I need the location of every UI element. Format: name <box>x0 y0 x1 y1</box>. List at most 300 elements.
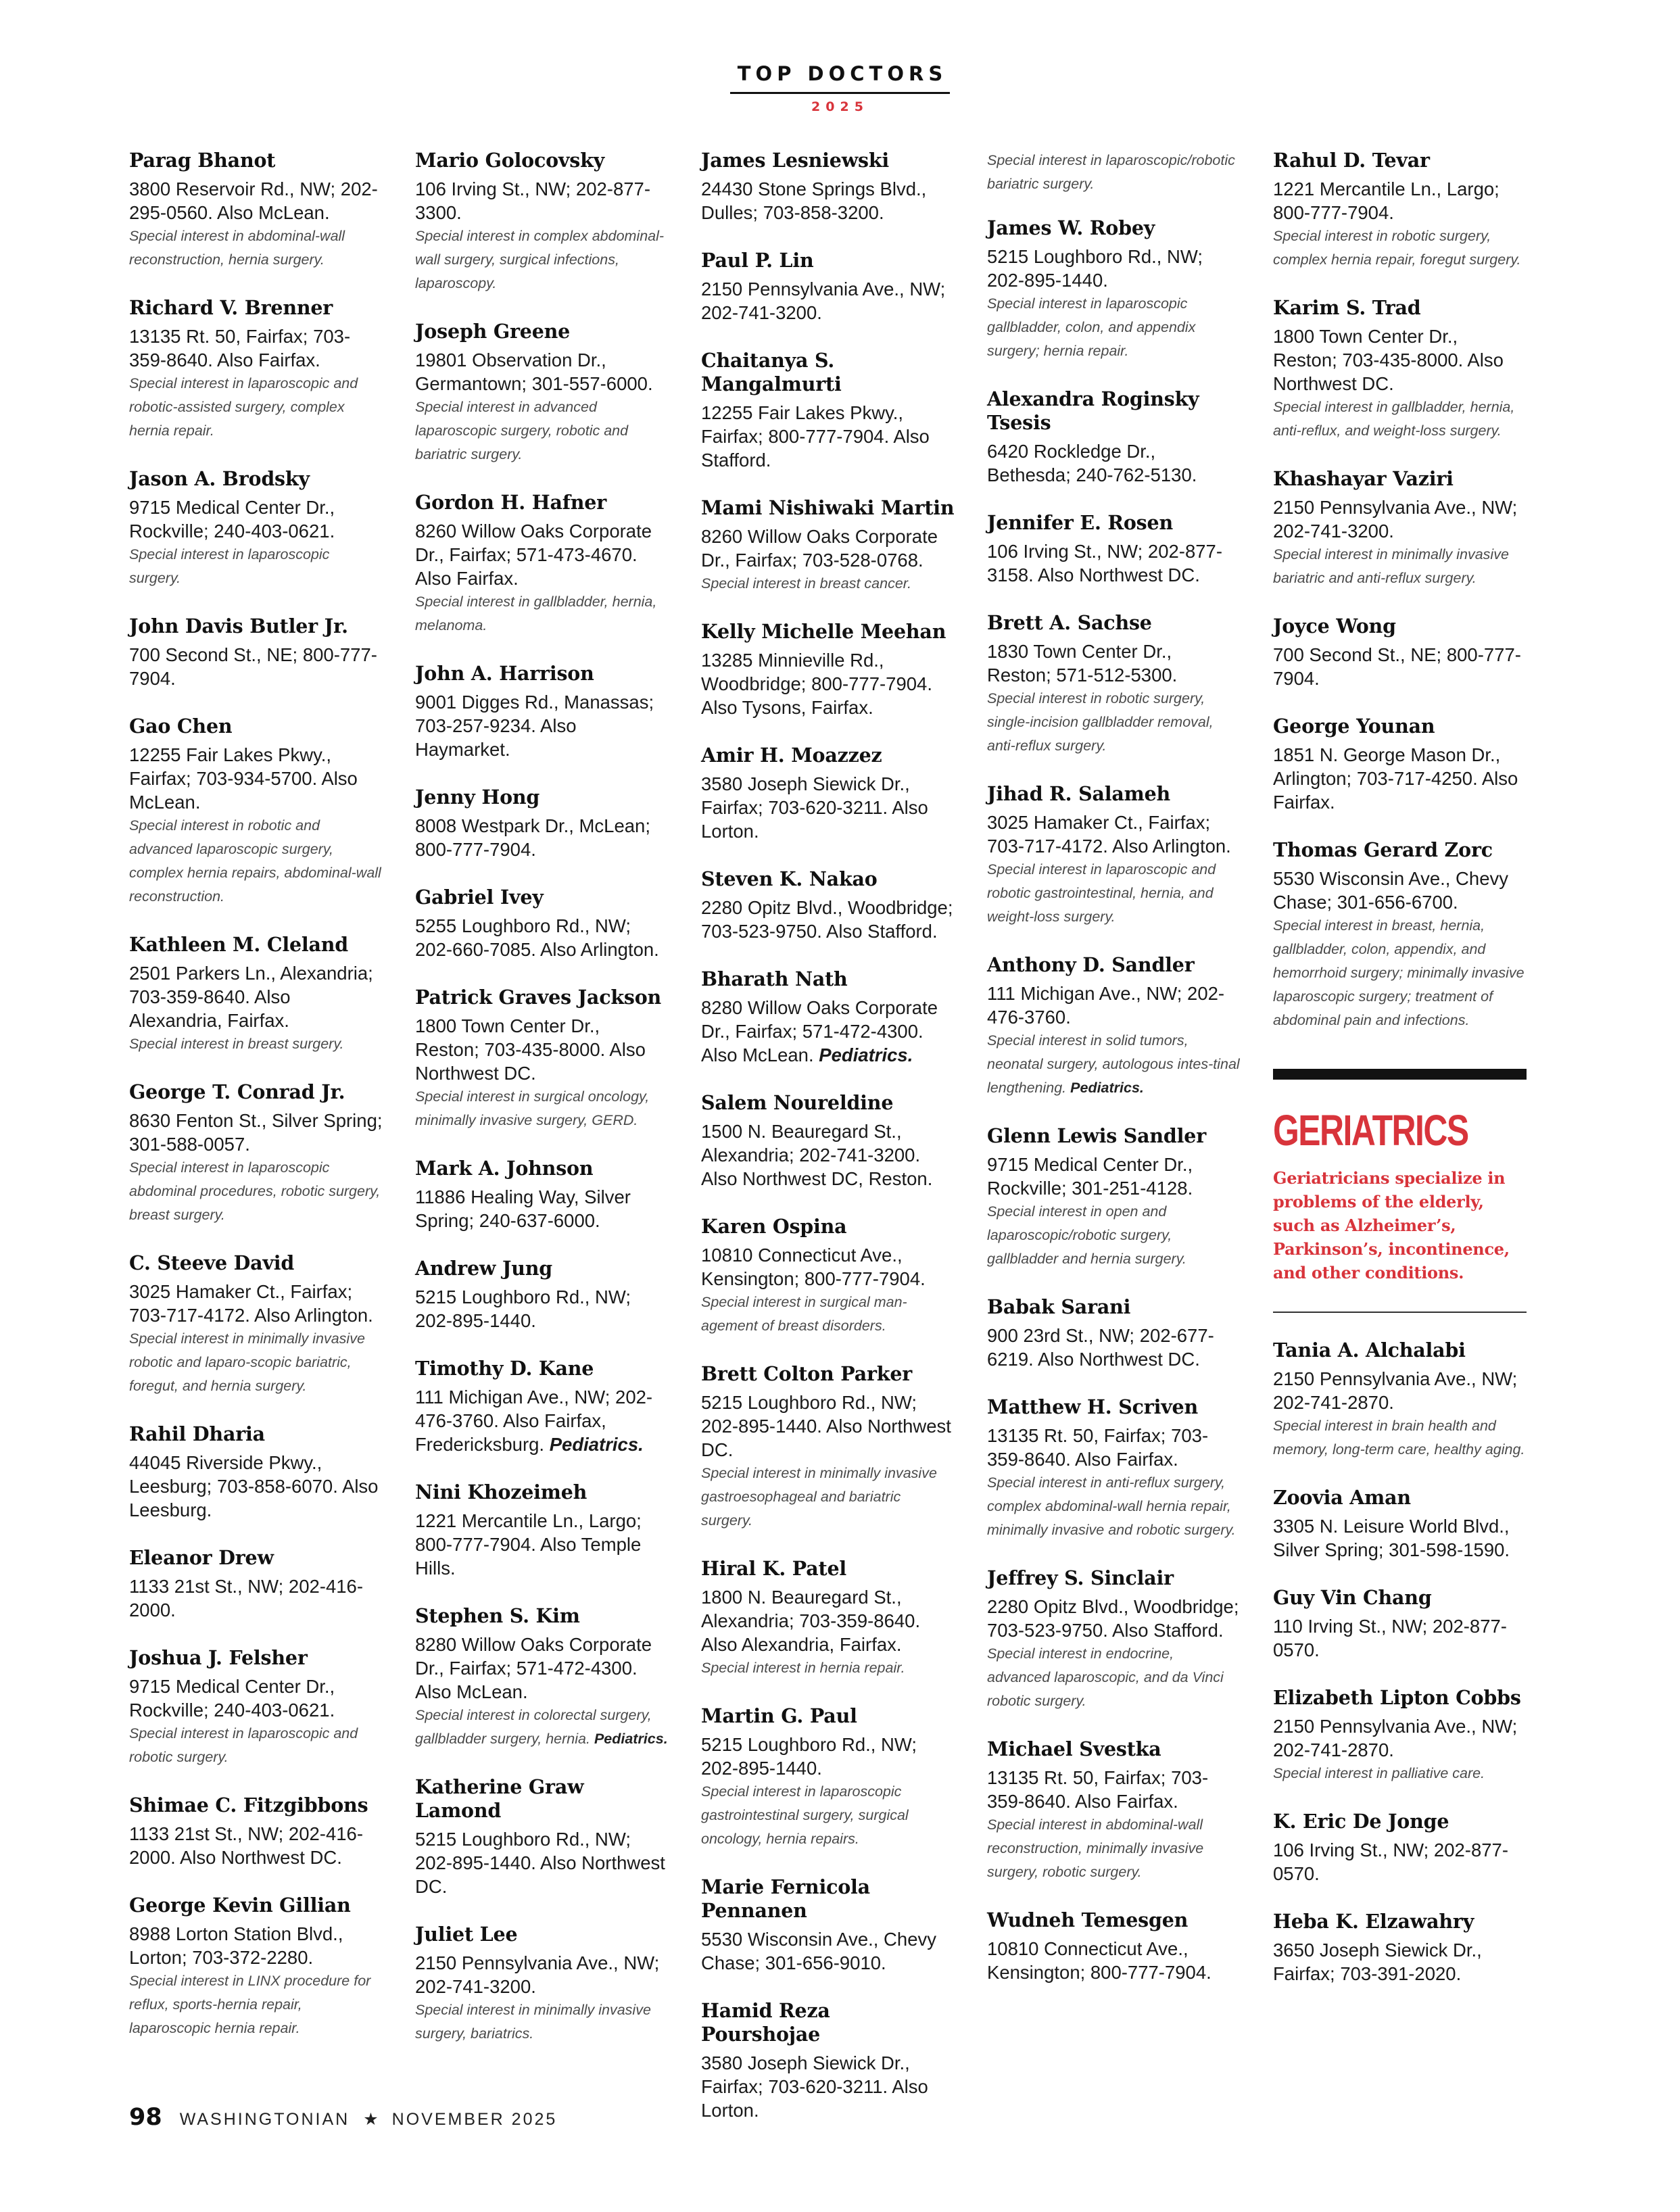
doctor-name: John A. Harrison <box>415 662 594 685</box>
doctor-name: Babak Sarani <box>987 1295 1131 1318</box>
doctor-specialty-note <box>129 543 383 590</box>
doctor-address-text: 8280 Willow Oaks Corporate Dr., Fairfax; 571-472-4300. Also McLean. <box>415 1634 652 1702</box>
doctor-entry <box>1273 1910 1527 1986</box>
doctor-specialty-text: Special interest in laparoscopic/robotic bariatric surgery. <box>987 152 1235 192</box>
doctor-name: Gabriel Ivey <box>415 886 544 909</box>
doctor-address-text: 106 Irving St., NW; 202-877-3300. <box>415 178 650 223</box>
doctor-specialty-text: Special interest in laparoscopic and robotic surgery. <box>129 1725 358 1765</box>
doctor-address <box>701 1243 955 1291</box>
doctor-entry <box>701 249 955 324</box>
doctor-name: Gordon H. Hafner <box>415 491 607 514</box>
doctor-entry <box>129 1251 383 1398</box>
doctor-address-text: 106 Irving St., NW; 202-877-0570. <box>1273 1840 1508 1884</box>
doctor-address-text: 5215 Loughboro Rd., NW; 202-895-1440. Also Northwest DC. <box>701 1392 951 1460</box>
doctor-name: Michael Svestka <box>987 1737 1161 1760</box>
doctor-address <box>701 772 955 843</box>
doctor-address <box>1273 177 1527 224</box>
doctor-address-text: 10810 Connecticut Ave., Kensington; 800-777-7904. <box>701 1245 926 1289</box>
column-5 <box>1273 149 1527 2010</box>
doctor-name: Timothy D. Kane <box>415 1357 594 1380</box>
doctor-address-text: 2150 Pennsylvania Ave., NW; 202-741-2870. <box>1273 1368 1518 1413</box>
doctor-entry <box>415 986 669 1132</box>
pediatrics-label: Pediatrics. <box>819 1044 913 1065</box>
doctor-entry <box>129 1080 383 1227</box>
doctor-address <box>987 1766 1241 1813</box>
doctor-address <box>701 1120 955 1191</box>
doctor-address <box>987 245 1241 292</box>
doctor-name: Anthony D. Sandler <box>987 953 1195 976</box>
doctor-address <box>129 1822 383 1869</box>
doctor-entry <box>701 149 955 224</box>
doctor-specialty-note <box>129 1327 383 1398</box>
doctor-specialty-note <box>129 814 383 909</box>
doctor-address-text: 13135 Rt. 50, Fairfax; 703-359-8640. Also Fairfax. <box>987 1425 1209 1470</box>
doctor-name: Joyce Wong <box>1273 615 1396 638</box>
doctor-entry <box>1273 1686 1527 1785</box>
doctor-specialty-note <box>987 1471 1241 1542</box>
doctor-address-text: 3650 Joseph Siewick Dr., Fairfax; 703-391-2020. <box>1273 1940 1482 1984</box>
section-title: TOP DOCTORS <box>730 62 950 94</box>
doctor-entry <box>415 491 669 638</box>
doctor-specialty-note <box>129 224 383 272</box>
doctor-address-text: 2150 Pennsylvania Ave., NW; 202-741-3200. <box>415 1952 660 1997</box>
doctor-specialty-note <box>987 1029 1241 1100</box>
doctor-entry <box>415 1157 669 1232</box>
doctor-specialty-text: Special interest in gallbladder, hernia, melanoma. <box>415 594 657 633</box>
doctor-address-text: 1133 21st St., NW; 202-416-2000. Also Northwest DC. <box>129 1823 363 1868</box>
doctor-address <box>987 539 1241 587</box>
doctor-name: Tania A. Alchalabi <box>1273 1339 1466 1362</box>
doctor-address <box>415 348 669 395</box>
doctor-entry <box>1273 467 1527 590</box>
doctor-entry <box>129 149 383 272</box>
doctor-address <box>1273 1514 1527 1562</box>
doctor-entry <box>701 620 955 719</box>
doctor-specialty-text: Special interest in laparoscopic surgery. <box>129 546 330 586</box>
doctor-address-text: 106 Irving St., NW; 202-877-3158. Also Northwest DC. <box>987 541 1222 585</box>
geriatrics-description: Geriatricians specialize in problems of the elderly, such as Alzheimer’s, Parkinson’s, incontinence, and other conditions. <box>1273 1168 1510 1282</box>
doctor-name: Hamid Reza Pourshojae <box>701 1999 830 2046</box>
doctor-entry <box>701 1704 955 1851</box>
doctor-name: Zoovia Aman <box>1273 1486 1411 1509</box>
doctor-name: Juliet Lee <box>415 1923 518 1946</box>
doctor-address <box>701 648 955 719</box>
doctor-specialty-text: Special interest in advanced laparoscopic surgery, robotic and bariatric surgery. <box>415 399 629 462</box>
doctor-specialty-note <box>701 1656 955 1680</box>
doctor-entry <box>415 1604 669 1751</box>
doctor-name: Wudneh Temesgen <box>987 1908 1189 1931</box>
doctor-specialty-note <box>987 1642 1241 1713</box>
doctor-address-text: 3800 Reservoir Rd., NW; 202-295-0560. Also McLean. <box>129 178 378 223</box>
doctor-address <box>987 1937 1241 1984</box>
doctor-address-text: 5530 Wisconsin Ave., Chevy Chase; 301-656-9010. <box>701 1929 937 1973</box>
doctor-entry <box>1273 1810 1527 1885</box>
doctor-address-text: 5530 Wisconsin Ave., Chevy Chase; 301-656-6700. <box>1273 868 1509 913</box>
section-year: 2025 <box>811 99 869 114</box>
doctor-specialty-text: Special interest in robotic surgery, complex hernia repair, foregut surgery. <box>1273 228 1521 268</box>
doctor-specialty-note <box>987 687 1241 758</box>
doctor-address-text: 110 Irving St., NW; 202-877-0570. <box>1273 1616 1507 1660</box>
doctor-specialty-note <box>129 1722 383 1769</box>
doctor-entry <box>701 1091 955 1191</box>
doctor-entry <box>987 1295 1241 1371</box>
doctor-address-text: 9715 Medical Center Dr., Rockville; 240-403-0621. <box>129 497 335 542</box>
doctor-address-text: 1221 Mercantile Ln., Largo; 800-777-7904. Also Temple Hills. <box>415 1510 642 1579</box>
doctor-address-text: 2150 Pennsylvania Ave., NW; 202-741-2870. <box>1273 1716 1518 1760</box>
doctor-address <box>129 643 383 690</box>
doctor-address <box>701 896 955 943</box>
doctor-address <box>129 961 383 1032</box>
doctor-name: Eleanor Drew <box>129 1546 274 1569</box>
doctor-name: Elizabeth Lipton Cobbs <box>1273 1686 1521 1709</box>
doctor-specialty-text: Special interest in hernia repair. <box>701 1660 905 1676</box>
doctor-entry <box>1273 715 1527 814</box>
doctor-address-text: 5215 Loughboro Rd., NW; 202-895-1440. <box>415 1287 631 1331</box>
doctor-specialty-text: Special interest in robotic surgery, single-incision gallbladder removal, anti-reflux surgery. <box>987 690 1214 754</box>
doctor-address-text: 8630 Fenton St., Silver Spring; 301-588-0057. <box>129 1110 383 1155</box>
doctor-specialty-note <box>415 224 669 295</box>
doctor-address <box>129 1451 383 1522</box>
doctor-address <box>987 1324 1241 1371</box>
doctor-address-text: 5215 Loughboro Rd., NW; 202-895-1440. Also Northwest DC. <box>415 1829 665 1897</box>
doctor-entry <box>1273 149 1527 272</box>
doctor-name: Chaitanya S. Mangalmurti <box>701 349 842 395</box>
doctor-entry <box>701 744 955 843</box>
doctor-specialty-note <box>415 1085 669 1132</box>
doctor-specialty-text: Special interest in surgical oncology, minimally invasive surgery, GERD. <box>415 1088 650 1128</box>
doctor-name: Hiral K. Patel <box>701 1557 847 1580</box>
doctor-specialty-note <box>415 395 669 466</box>
doctor-specialty-text: Special interest in abdominal-wall reconstruction, hernia surgery. <box>129 228 345 268</box>
doctor-specialty-text: Special interest in abdominal-wall reconstruction, minimally invasive surgery, robotic surgery. <box>987 1817 1204 1880</box>
doctor-name: Jason A. Brodsky <box>129 467 310 490</box>
doctor-address-text: 9715 Medical Center Dr., Rockville; 240-403-0621. <box>129 1676 335 1721</box>
doctor-address <box>1273 1614 1527 1662</box>
doctor-address-text: 2150 Pennsylvania Ave., NW; 202-741-3200. <box>1273 497 1518 542</box>
page-footer <box>129 2104 557 2131</box>
doctor-address <box>701 996 955 1067</box>
doctor-specialty-text: Special interest in laparoscopic abdominal procedures, robotic surgery, breast surgery. <box>129 1159 381 1223</box>
doctor-name: Brett A. Sachse <box>987 611 1152 634</box>
column-4 <box>987 149 1241 2009</box>
doctor-address <box>129 1675 383 1722</box>
doctor-specialty-text: Special interest in endocrine, advanced laparoscopic, and da Vinci robotic surgery. <box>987 1645 1224 1709</box>
doctor-specialty-text: Special interest in robotic and advanced laparoscopic surgery, complex hernia repairs, abdominal-wall reconstruction. <box>129 817 381 905</box>
doctor-entry <box>987 1737 1241 1884</box>
doctor-name: Kathleen M. Cleland <box>129 933 349 956</box>
doctor-address <box>415 1827 669 1898</box>
doctor-entry <box>415 320 669 466</box>
doctor-address <box>415 690 669 761</box>
doctor-entry <box>415 1923 669 2046</box>
doctor-entry <box>987 216 1241 363</box>
doctor-address <box>987 640 1241 687</box>
doctor-specialty-text: Special interest in palliative care. <box>1273 1765 1485 1781</box>
doctor-entry <box>1273 838 1527 1032</box>
doctor-address-text: 9001 Digges Rd., Manassas; 703-257-9234. Also Haymarket. <box>415 692 654 760</box>
doctor-address <box>415 1185 669 1232</box>
doctor-entry <box>987 611 1241 758</box>
doctor-name: Paul P. Lin <box>701 249 814 272</box>
doctor-address-text: 8988 Lorton Station Blvd., Lorton; 703-372-2280. <box>129 1923 343 1968</box>
doctor-address-text: 1800 N. Beauregard St., Alexandria; 703-359-8640. Also Alexandria, Fairfax. <box>701 1587 921 1655</box>
doctor-specialty-note <box>129 1156 383 1227</box>
doctor-address <box>1273 1938 1527 1986</box>
doctor-address-text: 10810 Connecticut Ave., Kensington; 800-777-7904. <box>987 1938 1211 1983</box>
doctor-specialty-text: Special interest in laparoscopic gallbladder, colon, and appendix surgery; hernia repair. <box>987 295 1196 359</box>
doctor-name: Salem Noureldine <box>701 1091 894 1114</box>
doctor-specialty-text: Special interest in minimally invasive robotic and laparo-scopic bariatric, foregut, and hernia surgery. <box>129 1330 365 1394</box>
pediatrics-label: Pediatrics. <box>1070 1080 1144 1096</box>
doctor-specialty-note <box>1273 395 1527 443</box>
doctor-entry <box>129 1646 383 1769</box>
doctor-name: Joseph Greene <box>415 320 571 343</box>
doctor-address <box>1273 496 1527 543</box>
doctor-specialty-text: Special interest in laparoscopic and robotic gastrointestinal, hernia, and weight-loss surgery. <box>987 861 1216 925</box>
doctor-specialty-note <box>129 372 383 443</box>
doctor-entry <box>987 511 1241 587</box>
doctor-address <box>701 1391 955 1462</box>
doctor-entry <box>701 967 955 1067</box>
doctor-address <box>129 1280 383 1327</box>
page-header <box>0 62 1680 114</box>
doctor-name: Shimae C. Fitzgibbons <box>129 1794 368 1817</box>
doctor-specialty-note <box>1273 914 1527 1032</box>
doctor-entry <box>129 1894 383 2040</box>
doctor-name: Glenn Lewis Sandler <box>987 1124 1207 1147</box>
doctor-specialty-text: Special interest in open and laparoscopic/robotic surgery, gallbladder and hernia surgery. <box>987 1203 1186 1267</box>
doctor-address <box>129 496 383 543</box>
doctor-address-text: 5255 Loughboro Rd., NW; 202-660-7085. Also Arlington. <box>415 915 659 960</box>
doctor-specialty-text: Special interest in anti-reflux surgery, complex abdominal-wall hernia repair, minimally invasive and robotic surgery. <box>987 1474 1236 1538</box>
doctor-address <box>1273 643 1527 690</box>
doctor-entry <box>129 296 383 443</box>
doctor-address-text: 8280 Willow Oaks Corporate Dr., Fairfax; 571-472-4300. Also McLean. <box>701 997 938 1065</box>
doctor-specialty-text: Special interest in brain health and memory, long-term care, healthy aging. <box>1273 1418 1525 1458</box>
doctor-address <box>987 811 1241 858</box>
doctor-name: Parag Bhanot <box>129 149 276 172</box>
doctor-entry <box>701 349 955 472</box>
doctor-address-text: 8260 Willow Oaks Corporate Dr., Fairfax; 571-473-4670. Also Fairfax. <box>415 521 652 589</box>
doctor-name: Richard V. Brenner <box>129 296 333 319</box>
doctor-address <box>415 1385 669 1456</box>
doctor-name: Gao Chen <box>129 715 233 738</box>
doctor-specialty-note <box>129 1032 383 1056</box>
doctor-specialty-text: Special interest in LINX procedure for reflux, sports-hernia repair, laparoscopic hernia repair. <box>129 1973 371 2036</box>
doctor-specialty-note <box>987 292 1241 363</box>
doctor-address <box>987 1153 1241 1200</box>
doctor-address <box>1273 1838 1527 1885</box>
doctor-address-text: 2280 Opitz Blvd., Woodbridge; 703-523-9750. Also Stafford. <box>987 1596 1239 1641</box>
doctor-specialty-note <box>1273 1414 1527 1462</box>
doctor-address <box>129 1922 383 1969</box>
doctor-name: Karim S. Trad <box>1273 296 1421 319</box>
doctor-specialty-note <box>1273 224 1527 272</box>
doctor-address-text: 700 Second St., NE; 800-777-7904. <box>129 644 377 689</box>
doctor-name: James W. Robey <box>987 216 1155 239</box>
doctor-entry <box>701 1999 955 2122</box>
doctor-address-text: 700 Second St., NE; 800-777-7904. <box>1273 644 1521 689</box>
doctor-address-text: 1133 21st St., NW; 202-416-2000. <box>129 1576 363 1620</box>
doctor-entry <box>1273 296 1527 443</box>
doctor-address-text: 1221 Mercantile Ln., Largo; 800-777-7904. <box>1273 178 1499 223</box>
issue-date: NOVEMBER 2025 <box>391 2110 558 2129</box>
doctor-specialty-note <box>701 572 955 596</box>
column-5-entries <box>1273 149 1527 1032</box>
doctor-name: James Lesniewski <box>701 149 890 172</box>
doctor-specialty-note <box>415 590 669 638</box>
doctor-entry <box>415 886 669 961</box>
doctor-entry <box>415 1257 669 1332</box>
pediatrics-label: Pediatrics. <box>594 1731 668 1747</box>
doctor-address-text: 11886 Healing Way, Silver Spring; 240-637-6000. <box>415 1186 631 1231</box>
doctor-specialty-text: Special interest in complex abdominal-wall surgery, surgical infections, laparoscopy. <box>415 228 665 291</box>
doctor-name: Kelly Michelle Meehan <box>701 620 946 643</box>
doctor-entry <box>701 867 955 943</box>
doctor-address-text: 44045 Riverside Pkwy., Leesburg; 703-858-6070. Also Leesburg. <box>129 1452 379 1520</box>
doctor-specialty-text: Special interest in breast cancer. <box>701 575 912 592</box>
doctor-address-text: 3305 N. Leisure World Blvd., Silver Spring; 301-598-1590. <box>1273 1516 1510 1560</box>
doctor-address <box>129 1109 383 1156</box>
doctor-entry <box>987 387 1241 487</box>
doctor-specialty-text: Special interest in surgical man-agement of breast disorders. <box>701 1294 907 1334</box>
doctor-address-text: 1830 Town Center Dr., Reston; 571-512-5300. <box>987 641 1178 686</box>
doctor-address <box>701 401 955 472</box>
doctor-address <box>701 1733 955 1780</box>
doctor-name: Brett Colton Parker <box>701 1362 913 1385</box>
doctor-address-text: 13135 Rt. 50, Fairfax; 703-359-8640. Also Fairfax. <box>129 326 351 370</box>
doctor-address <box>415 1633 669 1704</box>
doctor-specialty-text: Special interest in colorectal surgery, gallbladder surgery, hernia. <box>415 1707 652 1747</box>
doctor-name: Andrew Jung <box>415 1257 553 1280</box>
doctor-entry <box>415 1775 669 1898</box>
doctor-address <box>129 324 383 372</box>
doctor-entry <box>987 1566 1241 1713</box>
doctor-address <box>701 277 955 324</box>
doctor-address-text: 3580 Joseph Siewick Dr., Fairfax; 703-620-3211. Also Lorton. <box>701 773 928 842</box>
doctor-entry <box>129 615 383 690</box>
doctor-address <box>701 525 955 572</box>
doctor-name: Bharath Nath <box>701 967 848 990</box>
doctor-address <box>987 1595 1241 1642</box>
doctor-name: Mario Golocovsky <box>415 149 605 172</box>
doctor-specialty-note <box>987 1200 1241 1271</box>
doctor-name: Rahul D. Tevar <box>1273 149 1430 172</box>
doctor-address <box>1273 1714 1527 1762</box>
doctor-address-text: 3025 Hamaker Ct., Fairfax; 703-717-4172. Also Arlington. <box>987 812 1231 857</box>
doctor-address-text: 111 Michigan Ave., NW; 202-476-3760. Also Fairfax, Fredericksburg. <box>415 1387 653 1455</box>
doctor-name: Joshua J. Felsher <box>129 1646 308 1669</box>
doctor-specialty-note <box>701 1780 955 1851</box>
doctor-name: C. Steeve David <box>129 1251 295 1274</box>
doctor-entry <box>701 496 955 596</box>
doctor-entry <box>987 149 1241 196</box>
doctor-specialty-text: Special interest in minimally invasive surgery, bariatrics. <box>415 2002 651 2042</box>
section-divider-thick <box>1273 1069 1527 1080</box>
doctor-specialty-text: Special interest in laparoscopic gastrointestinal surgery, surgical oncology, hernia repairs. <box>701 1783 909 1847</box>
doctor-address-text: 8260 Willow Oaks Corporate Dr., Fairfax; 703-528-0768. <box>701 526 938 571</box>
doctor-specialty-note <box>987 149 1241 196</box>
doctor-address-text: 111 Michigan Ave., NW; 202-476-3760. <box>987 983 1225 1028</box>
doctor-entry <box>129 467 383 590</box>
doctor-entry <box>415 662 669 761</box>
doctor-address-text: 13285 Minnieville Rd., Woodbridge; 800-777-7904. Also Tysons, Fairfax. <box>701 650 932 718</box>
doctor-entry <box>129 1794 383 1869</box>
doctor-address-text: 13135 Rt. 50, Fairfax; 703-359-8640. Also Fairfax. <box>987 1767 1209 1812</box>
doctor-specialty-note <box>701 1291 955 1338</box>
doctor-address <box>1273 743 1527 814</box>
doctor-address-text: 2501 Parkers Ln., Alexandria; 703-359-8640. Also Alexandria, Fairfax. <box>129 963 373 1031</box>
section-divider-thin <box>1273 1312 1527 1313</box>
doctor-entry <box>701 1215 955 1338</box>
doctor-specialty-text: Special interest in laparoscopic and robotic-assisted surgery, complex hernia repair. <box>129 375 358 439</box>
doctor-specialty-text: Special interest in solid tumors, neonatal surgery, autologous intes-tinal lengthening. <box>987 1032 1240 1096</box>
doctor-name: Amir H. Moazzez <box>701 744 882 767</box>
doctor-specialty-note <box>1273 543 1527 590</box>
doctor-address-text: 19801 Observation Dr., Germantown; 301-557-6000. <box>415 350 653 394</box>
doctor-entry <box>415 149 669 295</box>
doctor-specialty-text: Special interest in breast surgery. <box>129 1036 344 1052</box>
doctor-name: Jenny Hong <box>415 786 540 809</box>
doctor-address <box>415 914 669 961</box>
doctor-entry <box>987 1124 1241 1271</box>
doctor-address-text: 6420 Rockledge Dr., Bethesda; 240-762-5130. <box>987 441 1197 485</box>
doctor-entry <box>987 1908 1241 1984</box>
doctor-specialty-note <box>415 1704 669 1751</box>
doctor-entry <box>415 1481 669 1580</box>
doctor-specialty-note <box>987 1813 1241 1884</box>
doctor-address-text: 900 23rd St., NW; 202-677-6219. Also Northwest DC. <box>987 1325 1214 1370</box>
doctor-name: Marie Fernicola Pennanen <box>701 1875 870 1922</box>
doctor-entry <box>415 1357 669 1456</box>
doctor-name: Mark A. Johnson <box>415 1157 594 1180</box>
doctor-address <box>415 1014 669 1085</box>
doctor-entry <box>1273 615 1527 690</box>
doctor-name: Steven K. Nakao <box>701 867 878 890</box>
doctor-address <box>1273 324 1527 395</box>
doctor-name: Nini Khozeimeh <box>415 1481 587 1504</box>
doctor-address <box>415 519 669 590</box>
doctor-specialty-text: Special interest in gallbladder, hernia, anti-reflux, and weight-loss surgery. <box>1273 399 1515 439</box>
doctor-address <box>415 814 669 861</box>
doctor-entry <box>987 782 1241 929</box>
doctor-address-text: 2150 Pennsylvania Ave., NW; 202-741-3200. <box>701 279 946 323</box>
column-3 <box>701 149 955 2146</box>
doctor-entry <box>987 953 1241 1100</box>
doctor-address <box>987 982 1241 1029</box>
doctor-address <box>415 1285 669 1332</box>
doctor-address-text: 1800 Town Center Dr., Reston; 703-435-8000. Also Northwest DC. <box>1273 326 1504 394</box>
doctor-name: Karen Ospina <box>701 1215 847 1238</box>
doctor-address-text: 5215 Loughboro Rd., NW; 202-895-1440. <box>987 246 1203 291</box>
doctor-name: Patrick Graves Jackson <box>415 986 662 1009</box>
doctor-address <box>129 743 383 814</box>
doctor-address <box>987 1424 1241 1471</box>
doctor-entry <box>129 715 383 909</box>
pediatrics-label: Pediatrics. <box>549 1434 644 1455</box>
doctor-name: Alexandra Roginsky Tsesis <box>987 387 1199 434</box>
doctor-entry <box>1273 1339 1527 1462</box>
doctor-name: Jihad R. Salameh <box>987 782 1171 805</box>
doctor-name: Matthew H. Scriven <box>987 1395 1199 1418</box>
doctor-specialty-note <box>701 1462 955 1533</box>
doctor-name: Guy Vin Chang <box>1273 1586 1432 1609</box>
doctor-address <box>129 1574 383 1622</box>
doctor-entry <box>129 1422 383 1522</box>
doctor-address-text: 12255 Fair Lakes Pkwy., Fairfax; 800-777-7904. Also Stafford. <box>701 402 930 471</box>
doctor-address <box>1273 1367 1527 1414</box>
doctor-specialty-text: Special interest in minimally invasive gastroesophageal and bariatric surgery. <box>701 1465 937 1529</box>
